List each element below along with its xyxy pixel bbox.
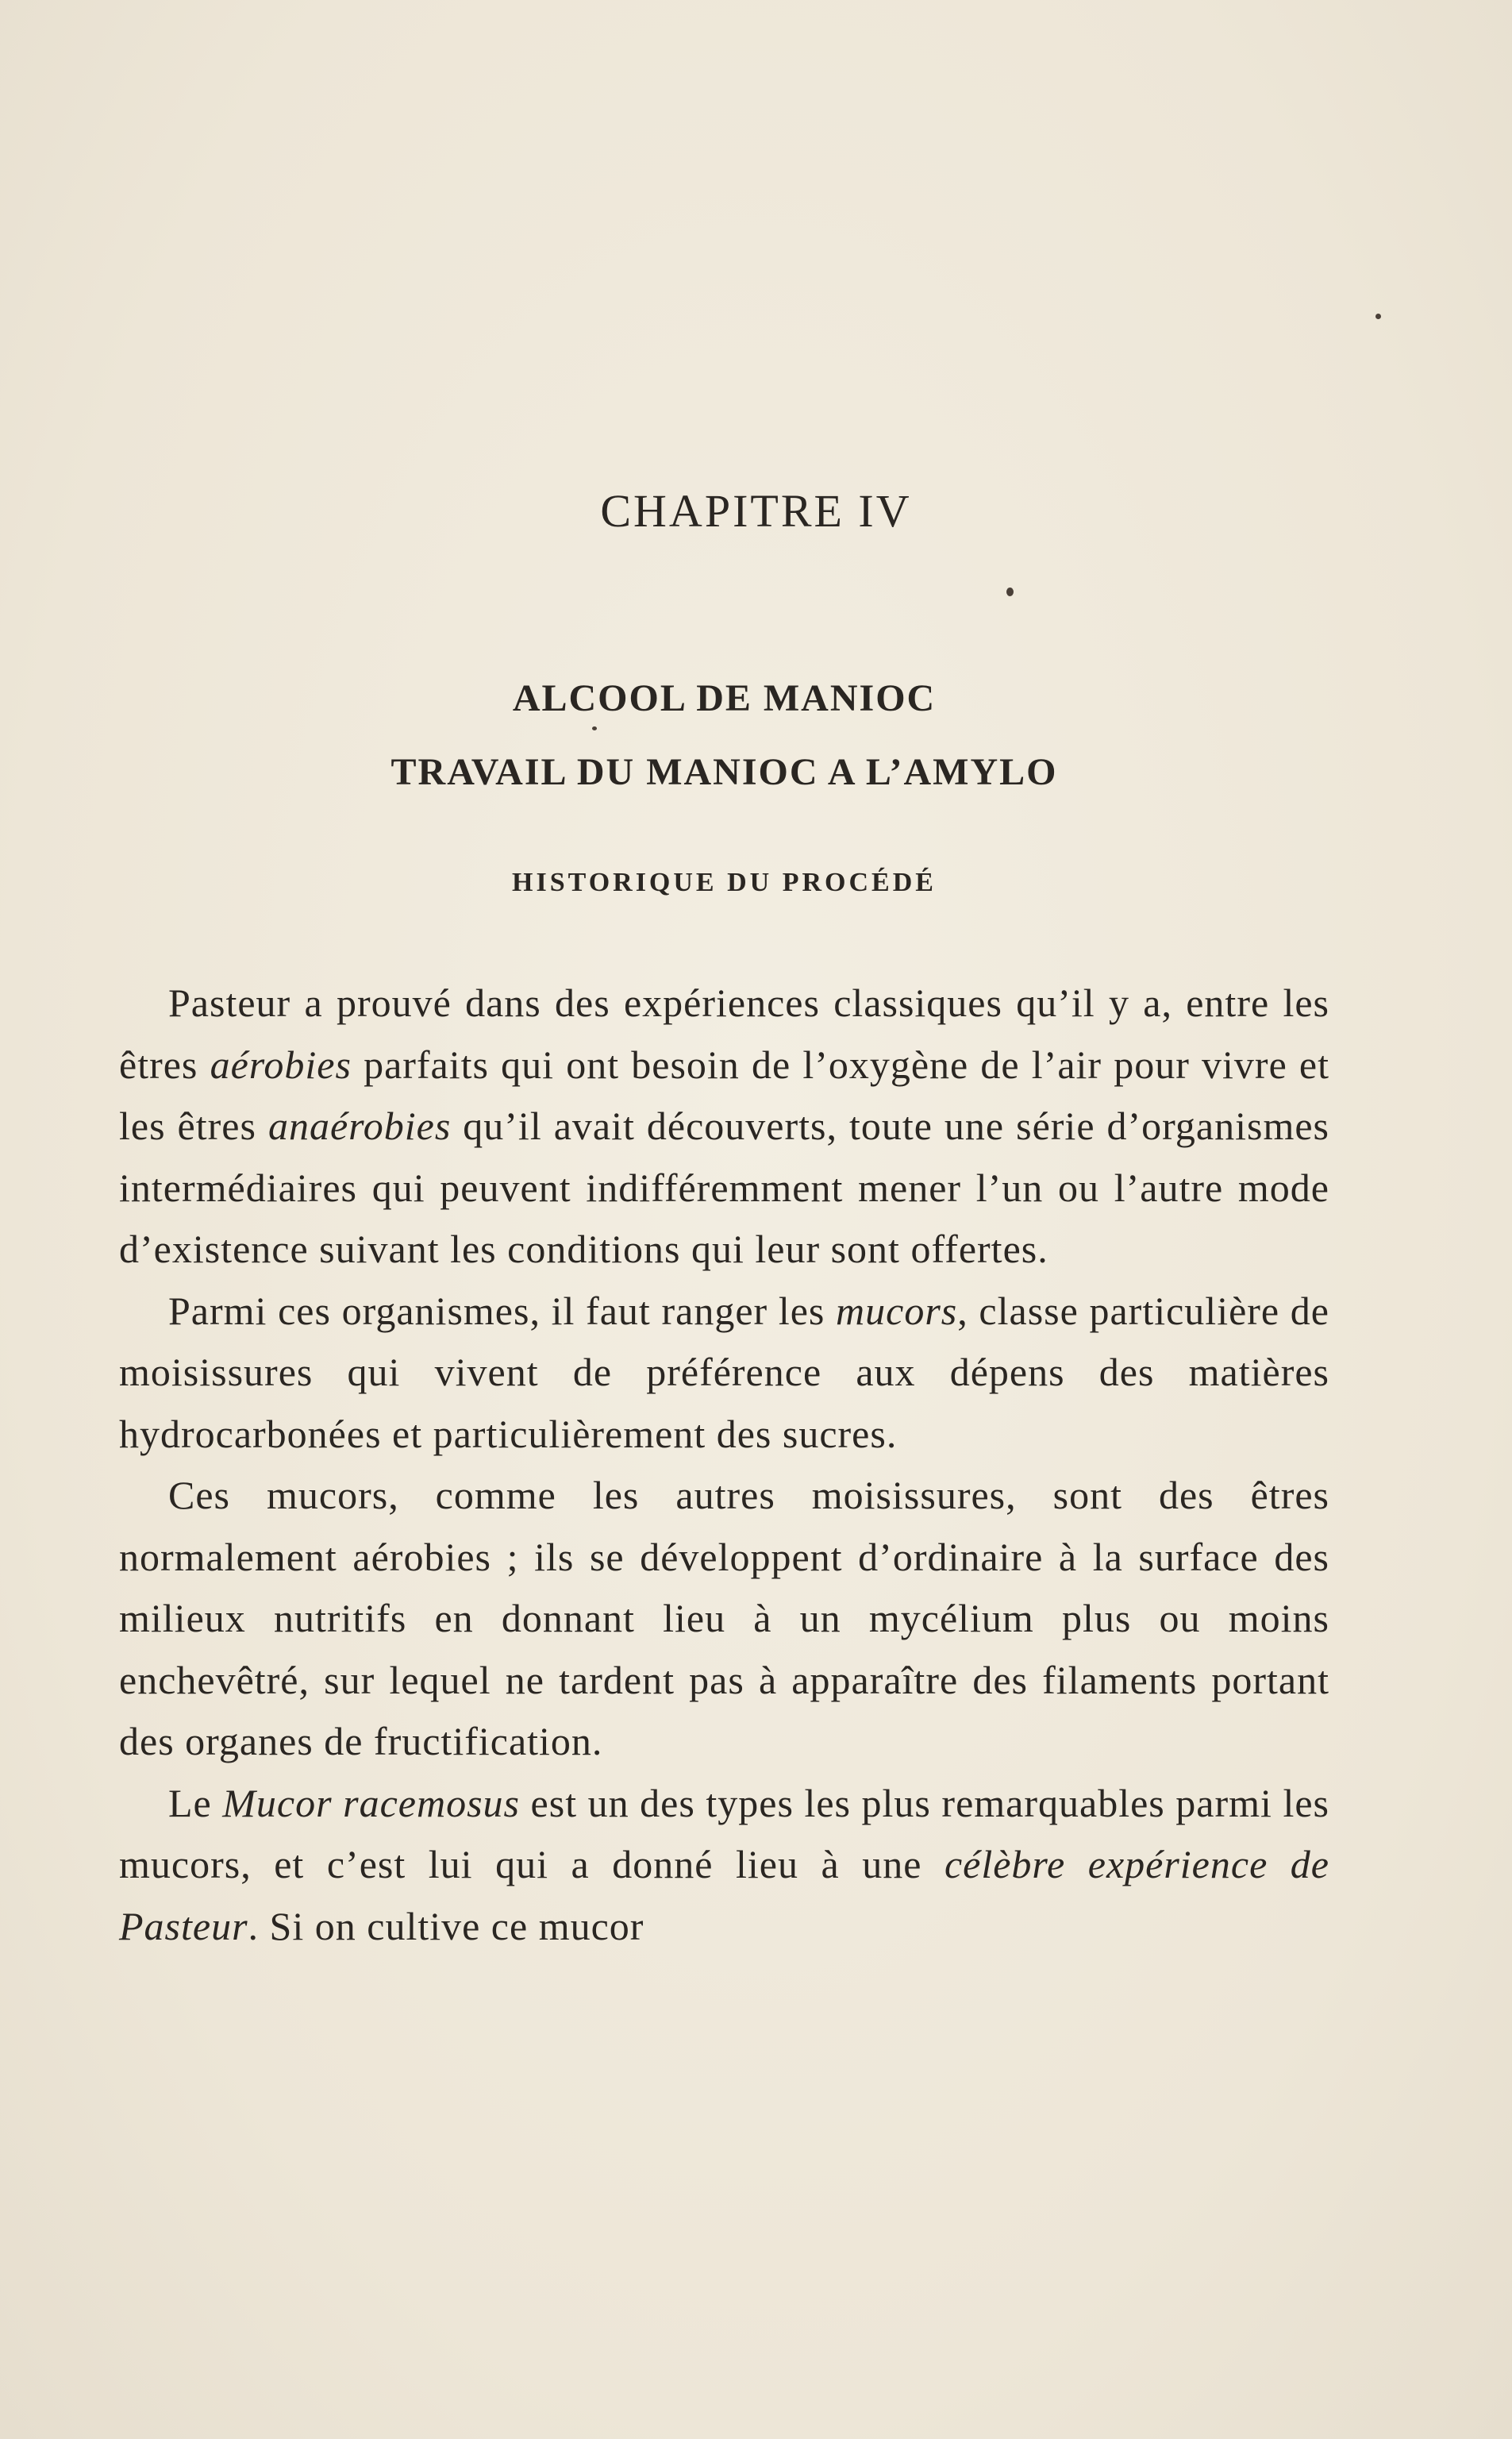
paragraph <box>119 1773 1329 1958</box>
italic-term: anaérobies <box>267 1104 452 1148</box>
text-run: parfaits qui ont besoin de l’oxygène de l’air pour vivre et les êtres <box>119 1042 1330 1148</box>
text-run: . Si on cultive ce mucor <box>248 1903 644 1948</box>
body-text <box>119 973 1329 1957</box>
text-run: Ces mucors, comme les autres moisissures, sont des êtres normalement aérobies ; ils se développent d’ordinaire à la surface des milieux nutritifs en donnant lieu à un mycélium plus ou moins enchevêtré, sur lequel ne tardent pas à apparaître des filaments portant des organes de fructification. <box>119 1473 1329 1763</box>
chapter-heading: CHAPITRE IV <box>600 485 912 537</box>
text-run: , classe particulière de moisissures qui vivent de préférence aux dépens des matières hydrocarbonées et particulièrement des sucres. <box>119 1288 1329 1456</box>
ink-speck <box>1375 314 1381 319</box>
chapter-title-line-2: TRAVAIL DU MANIOC A L’AMYLO <box>391 751 1058 793</box>
text-run: qu’il avait découverts, toute une série d’organismes intermédiaires qui peuvent indifféremment mener l’un ou l’autre mode d’existence suivant les conditions qui leur sont offertes. <box>119 1104 1329 1271</box>
paragraph <box>119 1281 1329 1466</box>
italic-term: célèbre expérience de Pasteur <box>119 1842 1329 1948</box>
italic-term: Mucor racemosus <box>222 1780 520 1825</box>
paragraph <box>119 973 1329 1281</box>
italic-term: aérobies <box>210 1042 352 1087</box>
italic-term: mucors <box>836 1288 958 1333</box>
ink-speck <box>1006 588 1014 596</box>
text-run: Pasteur a prouvé dans des expériences classiques qu’il y a, entre les êtres <box>119 981 1329 1087</box>
text-run: Parmi ces organismes, il faut ranger les <box>168 1288 837 1333</box>
chapter-title-line-1: ALCOOL DE MANIOC <box>512 677 937 719</box>
text-run: Le <box>168 1780 223 1825</box>
text-run: est un des types les plus remarquables parmi les mucors, et c’est lui qui a donné lieu à une <box>119 1780 1330 1886</box>
ink-speck <box>592 726 597 730</box>
section-subtitle: HISTORIQUE DU PROCÉDÉ <box>512 868 937 897</box>
paragraph <box>119 1465 1329 1773</box>
